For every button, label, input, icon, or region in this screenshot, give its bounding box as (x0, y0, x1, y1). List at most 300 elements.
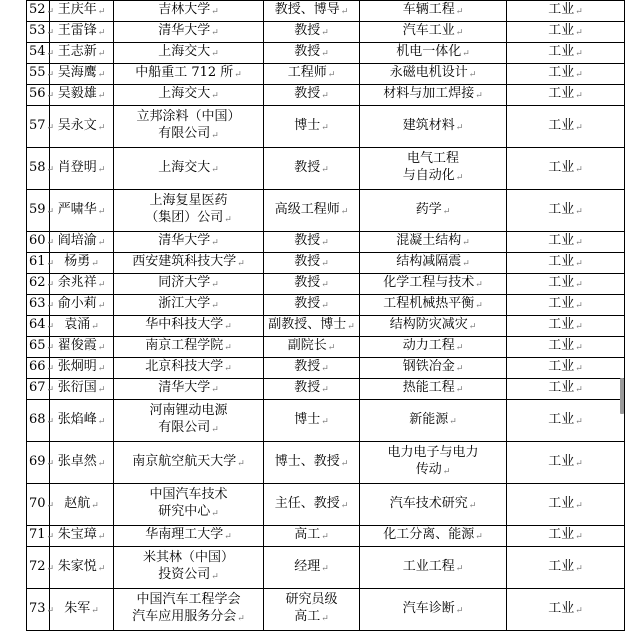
organization-text: 同济大学↵ (158, 275, 219, 290)
paragraph-mark-icon: ↵ (462, 238, 470, 248)
organization-text: 清华大学↵ (158, 23, 219, 38)
sector (507, 547, 625, 589)
paragraph-mark-icon: ↵ (475, 280, 483, 290)
sector-text: 工业↵ (548, 453, 583, 469)
organization (114, 358, 264, 379)
paragraph-mark-icon: ↵ (97, 49, 106, 59)
paragraph-mark-icon: ↵ (237, 259, 245, 269)
job-title (264, 148, 360, 190)
specialty (360, 589, 507, 631)
specialty (360, 547, 507, 589)
paragraph-mark-icon: ↵ (575, 385, 583, 395)
expert-name (50, 64, 114, 85)
expert-name (50, 484, 114, 526)
paragraph-mark-icon: ↵ (97, 416, 106, 427)
row-number-text: 54↵ (29, 44, 55, 59)
paragraph-mark-icon: ↵ (211, 280, 219, 290)
sector-text: 工业↵ (548, 233, 583, 248)
job-title-text: 教授↵ (294, 233, 329, 248)
job-title-text: 教授↵ (294, 23, 329, 38)
row-number (27, 274, 55, 295)
paragraph-mark-icon: ↵ (455, 7, 464, 17)
specialty (360, 43, 507, 64)
expert-name (50, 22, 114, 43)
paragraph-mark-icon: ↵ (468, 70, 477, 80)
organization-text: 上海交大↵ (158, 44, 219, 59)
paragraph-mark-icon: ↵ (321, 301, 329, 311)
paragraph-mark-icon: ↵ (455, 28, 464, 38)
paragraph-mark-icon: ↵ (97, 280, 106, 290)
specialty-text: 新能源↵ (409, 411, 457, 427)
job-title-text: 主任、教授↵ (274, 495, 349, 511)
expert-name-text: 张衍国↵ (57, 380, 106, 395)
row-number (27, 484, 55, 526)
table-row (27, 295, 625, 316)
paragraph-mark-icon: ↵ (46, 416, 55, 427)
organization-text: 华中科技大学↵ (145, 317, 232, 332)
row-number-text: 73↵ (29, 600, 55, 616)
paragraph-mark-icon: ↵ (575, 605, 583, 616)
paragraph-mark-icon: ↵ (97, 70, 106, 80)
paragraph-mark-icon: ↵ (575, 28, 583, 38)
paragraph-mark-icon: ↵ (575, 416, 583, 427)
table-row (27, 379, 625, 400)
organization-text: 上海复星医药 (149, 193, 228, 208)
paragraph-mark-icon: ↵ (211, 385, 219, 395)
table-row (27, 43, 625, 64)
organization-text: （集团）公司↵ (145, 210, 232, 225)
sector-text: 工业↵ (548, 23, 583, 38)
paragraph-mark-icon: ↵ (347, 322, 355, 332)
paragraph-mark-icon: ↵ (455, 605, 464, 616)
paragraph-mark-icon: ↵ (97, 458, 106, 469)
expert-name-text: 朱军↵ (64, 600, 99, 616)
paragraph-mark-icon: ↵ (46, 343, 55, 353)
expert-name-text: 翟俊霞↵ (57, 338, 106, 353)
organization-text: 汽车应用服务分会↵ (132, 609, 245, 624)
paragraph-mark-icon: ↵ (211, 425, 219, 435)
paragraph-mark-icon: ↵ (575, 532, 583, 542)
job-title (264, 484, 360, 526)
row-number (27, 106, 55, 148)
paragraph-mark-icon: ↵ (211, 91, 219, 101)
job-title-text: 高级工程师↵ (274, 201, 349, 217)
specialty (360, 358, 507, 379)
table-row (27, 64, 625, 85)
organization-text: 中船重工 712 所↵ (135, 65, 242, 80)
specialty-text: 机电一体化↵ (396, 44, 470, 59)
sector (507, 589, 625, 631)
sector-text: 工业↵ (548, 86, 583, 101)
paragraph-mark-icon: ↵ (321, 49, 329, 59)
job-title-text: 博士、教授↵ (274, 453, 349, 469)
table-row (27, 253, 625, 274)
paragraph-mark-icon: ↵ (97, 91, 106, 101)
paragraph-mark-icon: ↵ (575, 500, 583, 511)
paragraph-mark-icon: ↵ (211, 164, 219, 175)
paragraph-mark-icon: ↵ (91, 605, 99, 616)
row-number (27, 43, 55, 64)
job-title (264, 274, 360, 295)
sector (507, 253, 625, 274)
job-title (264, 358, 360, 379)
specialty-text: 电气工程 (406, 151, 459, 166)
specialty-text: 动力工程↵ (402, 338, 464, 353)
organization-text: 西安建筑科技大学↵ (132, 254, 245, 269)
table-row (27, 1, 625, 22)
row-number-text: 64↵ (29, 317, 55, 332)
row-number-text: 68↵ (29, 411, 55, 427)
sector (507, 400, 625, 442)
job-title (264, 400, 360, 442)
table-row (27, 232, 625, 253)
table-row (27, 484, 625, 526)
paragraph-mark-icon: ↵ (462, 49, 470, 59)
sector-text: 工业↵ (548, 317, 583, 332)
specialty-text: 建筑材料↵ (402, 117, 464, 133)
specialty-text: 结构减隔震↵ (396, 254, 470, 269)
expert-name (50, 589, 114, 631)
row-number (27, 148, 55, 190)
expert-name-text: 吴毅雄↵ (57, 86, 106, 101)
table-row (27, 316, 625, 337)
job-title-text: 教授↵ (294, 86, 329, 101)
sector (507, 274, 625, 295)
paragraph-mark-icon: ↵ (46, 70, 55, 80)
specialty (360, 1, 507, 22)
paragraph-mark-icon: ↵ (321, 614, 329, 624)
paragraph-mark-icon: ↵ (211, 131, 219, 141)
paragraph-mark-icon: ↵ (234, 70, 242, 80)
row-number-text: 63↵ (29, 296, 55, 311)
paragraph-mark-icon: ↵ (97, 164, 106, 175)
sector (507, 85, 625, 106)
sector (507, 1, 625, 22)
row-number-text: 56↵ (29, 86, 55, 101)
organization (114, 526, 264, 547)
expert-name-text: 王雷锋↵ (57, 23, 106, 38)
sector (507, 484, 625, 526)
row-number (27, 526, 55, 547)
paragraph-mark-icon: ↵ (575, 91, 583, 101)
paragraph-mark-icon: ↵ (321, 385, 329, 395)
row-number-text: 71↵ (29, 527, 55, 542)
organization-text: 中国汽车工程学会 (136, 592, 241, 607)
paragraph-mark-icon: ↵ (321, 259, 329, 269)
job-title (264, 43, 360, 64)
organization (114, 274, 264, 295)
specialty-text: 化学工程与技术↵ (383, 275, 483, 290)
paragraph-mark-icon: ↵ (97, 343, 106, 353)
paragraph-mark-icon: ↵ (224, 322, 232, 332)
sector (507, 43, 625, 64)
sector-text: 工业↵ (548, 117, 583, 133)
row-number (27, 316, 55, 337)
paragraph-mark-icon: ↵ (91, 259, 99, 269)
row-number-text: 55↵ (29, 65, 55, 80)
paragraph-mark-icon: ↵ (468, 322, 477, 332)
paragraph-mark-icon: ↵ (97, 563, 106, 574)
organization (114, 232, 264, 253)
expert-name (50, 274, 114, 295)
paragraph-mark-icon: ↵ (340, 206, 349, 217)
row-number (27, 442, 55, 484)
specialty-text: 永磁电机设计↵ (389, 65, 477, 80)
expert-name-text: 张炯明↵ (57, 359, 106, 374)
paragraph-mark-icon: ↵ (97, 301, 106, 311)
sector (507, 232, 625, 253)
specialty (360, 106, 507, 148)
table-row (27, 400, 625, 442)
expert-name-text: 赵航↵ (64, 495, 99, 511)
paragraph-mark-icon: ↵ (575, 7, 583, 17)
expert-name (50, 400, 114, 442)
expert-name (50, 526, 114, 547)
paragraph-mark-icon: ↵ (455, 343, 464, 353)
organization-text: 有限公司↵ (158, 126, 219, 141)
paragraph-mark-icon: ↵ (321, 164, 329, 175)
specialty-text: 材料与加工焊接↵ (383, 86, 483, 101)
expert-table-body (27, 1, 625, 631)
specialty-text: 汽车工业↵ (402, 23, 464, 38)
paragraph-mark-icon: ↵ (46, 364, 55, 374)
specialty (360, 526, 507, 547)
sector-text: 工业↵ (548, 411, 583, 427)
paragraph-mark-icon: ↵ (211, 28, 219, 38)
expert-name-text: 袁涌↵ (64, 317, 99, 332)
table-row (27, 547, 625, 589)
paragraph-mark-icon: ↵ (321, 563, 329, 574)
row-number (27, 295, 55, 316)
expert-name-text: 肖登明↵ (57, 159, 106, 175)
paragraph-mark-icon: ↵ (575, 280, 583, 290)
organization-text: 河南锂动电源 (149, 403, 228, 418)
job-title-text: 工程师↵ (287, 65, 336, 80)
sector (507, 337, 625, 358)
paragraph-mark-icon: ↵ (475, 91, 483, 101)
specialty (360, 295, 507, 316)
expert-name (50, 316, 114, 337)
expert-name (50, 43, 114, 64)
row-number-text: 62↵ (29, 275, 55, 290)
paragraph-mark-icon: ↵ (321, 238, 329, 248)
job-title (264, 232, 360, 253)
specialty (360, 232, 507, 253)
expert-name-text: 朱家悦↵ (57, 558, 106, 574)
job-title-text: 副院长↵ (287, 338, 336, 353)
table-row (27, 337, 625, 358)
organization (114, 1, 264, 22)
paragraph-mark-icon: ↵ (340, 7, 349, 17)
organization (114, 400, 264, 442)
row-number-text: 58↵ (29, 159, 55, 175)
paragraph-mark-icon: ↵ (575, 49, 583, 59)
job-title-text: 教授↵ (294, 296, 329, 311)
organization (114, 106, 264, 148)
row-number-text: 72↵ (29, 558, 55, 574)
paragraph-mark-icon: ↵ (97, 385, 106, 395)
expert-name-text: 张卓然↵ (57, 453, 106, 469)
paragraph-mark-icon: ↵ (46, 301, 55, 311)
organization-text: 上海交大↵ (158, 86, 219, 101)
specialty-text: 化工分离、能源↵ (383, 527, 483, 542)
organization-text: 上海交大↵ (158, 159, 219, 175)
table-row (27, 526, 625, 547)
job-title (264, 253, 360, 274)
sector-text: 工业↵ (548, 44, 583, 59)
specialty (360, 442, 507, 484)
table-row (27, 85, 625, 106)
paragraph-mark-icon: ↵ (327, 343, 336, 353)
job-title (264, 442, 360, 484)
expert-name (50, 379, 114, 400)
paragraph-mark-icon: ↵ (237, 614, 245, 624)
organization (114, 190, 264, 232)
organization (114, 295, 264, 316)
organization (114, 253, 264, 274)
job-title (264, 295, 360, 316)
paragraph-mark-icon: ↵ (97, 7, 106, 17)
specialty-text: 与自动化↵ (402, 168, 464, 183)
job-title-text: 教授↵ (294, 359, 329, 374)
paragraph-mark-icon: ↵ (468, 500, 477, 511)
expert-name (50, 253, 114, 274)
table-row (27, 148, 625, 190)
job-title (264, 64, 360, 85)
specialty (360, 337, 507, 358)
expert-name-text: 吴永文↵ (57, 117, 106, 133)
job-title-text: 高工↵ (294, 609, 329, 624)
organization (114, 148, 264, 190)
sector-text: 工业↵ (548, 254, 583, 269)
paragraph-mark-icon: ↵ (575, 70, 583, 80)
row-number-text: 70↵ (29, 495, 55, 511)
paragraph-mark-icon: ↵ (211, 301, 219, 311)
paragraph-mark-icon: ↵ (46, 206, 55, 217)
specialty (360, 190, 507, 232)
job-title (264, 22, 360, 43)
sector-text: 工业↵ (548, 296, 583, 311)
paragraph-mark-icon: ↵ (575, 343, 583, 353)
specialty-text: 汽车诊断↵ (402, 600, 464, 616)
sector (507, 22, 625, 43)
sector-text: 工业↵ (548, 495, 583, 511)
row-number (27, 22, 55, 43)
expert-name (50, 442, 114, 484)
expert-name (50, 190, 114, 232)
paragraph-mark-icon: ↵ (575, 259, 583, 269)
job-title (264, 85, 360, 106)
expert-name (50, 337, 114, 358)
paragraph-mark-icon: ↵ (321, 280, 329, 290)
sector-text: 工业↵ (548, 359, 583, 374)
row-number-text: 57↵ (29, 117, 55, 133)
expert-name-text: 吴海鹰↵ (57, 65, 106, 80)
specialty (360, 85, 507, 106)
organization-text: 中国汽车技术 (149, 487, 228, 502)
specialty (360, 316, 507, 337)
specialty (360, 379, 507, 400)
organization (114, 484, 264, 526)
table-row (27, 358, 625, 379)
paragraph-mark-icon: ↵ (575, 206, 583, 217)
paragraph-mark-icon: ↵ (475, 301, 483, 311)
row-number-text: 67↵ (29, 380, 55, 395)
job-title-text: 博士↵ (294, 117, 329, 133)
table-row (27, 106, 625, 148)
organization (114, 85, 264, 106)
organization (114, 337, 264, 358)
organization-text: 清华大学↵ (158, 233, 219, 248)
paragraph-mark-icon: ↵ (442, 467, 451, 477)
paragraph-mark-icon: ↵ (462, 259, 470, 269)
sector-text: 工业↵ (548, 275, 583, 290)
organization-text: 北京科技大学↵ (145, 359, 232, 374)
paragraph-mark-icon: ↵ (321, 91, 329, 101)
specialty-text: 传动↵ (415, 462, 451, 477)
specialty-text: 汽车技术研究↵ (389, 495, 477, 511)
expert-table (26, 0, 625, 631)
scroll-edge-marker[interactable] (620, 378, 624, 414)
paragraph-mark-icon: ↵ (46, 563, 55, 574)
specialty (360, 22, 507, 43)
organization-text: 南京工程学院↵ (145, 338, 232, 353)
expert-name-text: 王志新↵ (57, 44, 106, 59)
specialty (360, 148, 507, 190)
sector (507, 358, 625, 379)
organization-text: 南京航空航天大学↵ (132, 453, 245, 469)
paragraph-mark-icon: ↵ (455, 563, 464, 574)
paragraph-mark-icon: ↵ (321, 122, 329, 133)
table-row (27, 589, 625, 631)
job-title (264, 106, 360, 148)
paragraph-mark-icon: ↵ (46, 385, 55, 395)
expert-name (50, 547, 114, 589)
paragraph-mark-icon: ↵ (46, 164, 55, 175)
paragraph-mark-icon: ↵ (455, 122, 464, 133)
paragraph-mark-icon: ↵ (46, 532, 55, 542)
paragraph-mark-icon: ↵ (224, 532, 232, 542)
expert-name-text: 杨勇↵ (64, 254, 99, 269)
job-title-text: 教授↵ (294, 254, 329, 269)
sector-text: 工业↵ (548, 558, 583, 574)
sector-text: 工业↵ (548, 65, 583, 80)
expert-name (50, 85, 114, 106)
row-number (27, 190, 55, 232)
paragraph-mark-icon: ↵ (46, 280, 55, 290)
row-number (27, 379, 55, 400)
row-number-text: 53↵ (29, 23, 55, 38)
job-title-text: 教授↵ (294, 380, 329, 395)
expert-name-text: 朱宝璋↵ (57, 527, 106, 542)
paragraph-mark-icon: ↵ (321, 28, 329, 38)
paragraph-mark-icon: ↵ (46, 322, 55, 332)
sector (507, 190, 625, 232)
job-title-text: 教授↵ (294, 159, 329, 175)
specialty-text: 钢铁冶金↵ (402, 359, 464, 374)
specialty (360, 400, 507, 442)
organization-text: 有限公司↵ (158, 420, 219, 435)
row-number (27, 253, 55, 274)
paragraph-mark-icon: ↵ (237, 458, 245, 469)
paragraph-mark-icon: ↵ (455, 364, 464, 374)
paragraph-mark-icon: ↵ (46, 28, 55, 38)
sector-text: 工业↵ (548, 2, 583, 17)
sector (507, 64, 625, 85)
specialty-text: 热能工程↵ (402, 380, 464, 395)
job-title (264, 316, 360, 337)
table-row (27, 22, 625, 43)
